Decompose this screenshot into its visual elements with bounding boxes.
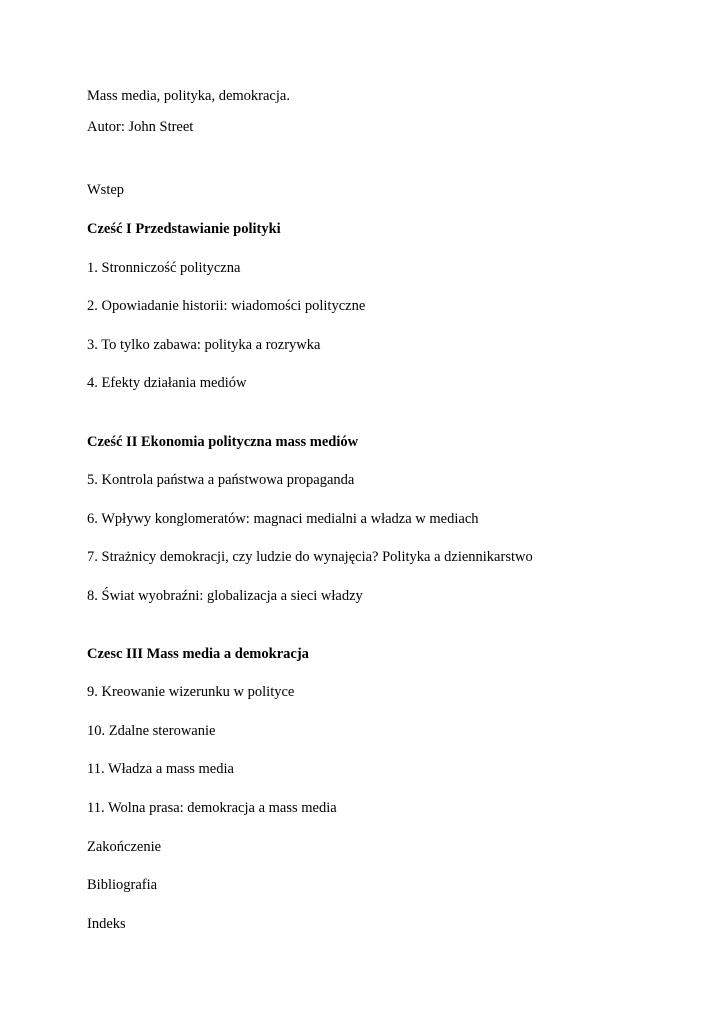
intro-entry: Wstep (87, 182, 125, 198)
chapter-2: 2. Opowiadanie historii: wiadomości polityczne (87, 298, 366, 314)
chapter-11b: 11. Wolna prasa: demokracja a mass media (87, 800, 337, 816)
part1-heading: Cześć I Przedstawianie polityki (87, 221, 281, 237)
chapter-3: 3. To tylko zabawa: polityka a rozrywka (87, 337, 321, 353)
chapter-6: 6. Wpływy konglomeratów: magnaci medialni a władza w mediach (87, 511, 479, 527)
document-title: Mass media, polityka, demokracja. (87, 88, 290, 104)
index-entry: Indeks (87, 916, 126, 932)
chapter-1: 1. Stronniczość polityczna (87, 260, 241, 276)
chapter-4: 4. Efekty działania mediów (87, 375, 247, 391)
chapter-8: 8. Świat wyobraźni: globalizacja a sieci władzy (87, 588, 363, 604)
chapter-11: 11. Władza a mass media (87, 761, 234, 777)
chapter-7: 7. Strażnicy demokracji, czy ludzie do wynajęcia? Polityka a dziennikarstwo (87, 549, 533, 565)
chapter-5: 5. Kontrola państwa a państwowa propaganda (87, 472, 355, 488)
chapter-9: 9. Kreowanie wizerunku w polityce (87, 684, 295, 700)
document-author: Autor: John Street (87, 119, 194, 135)
part3-heading: Czesc III Mass media a demokracja (87, 646, 309, 662)
chapter-10: 10. Zdalne sterowanie (87, 723, 216, 739)
bibliography-entry: Bibliografia (87, 877, 158, 893)
ending-entry: Zakończenie (87, 839, 162, 855)
part2-heading: Cześć II Ekonomia polityczna mass mediów (87, 434, 359, 450)
